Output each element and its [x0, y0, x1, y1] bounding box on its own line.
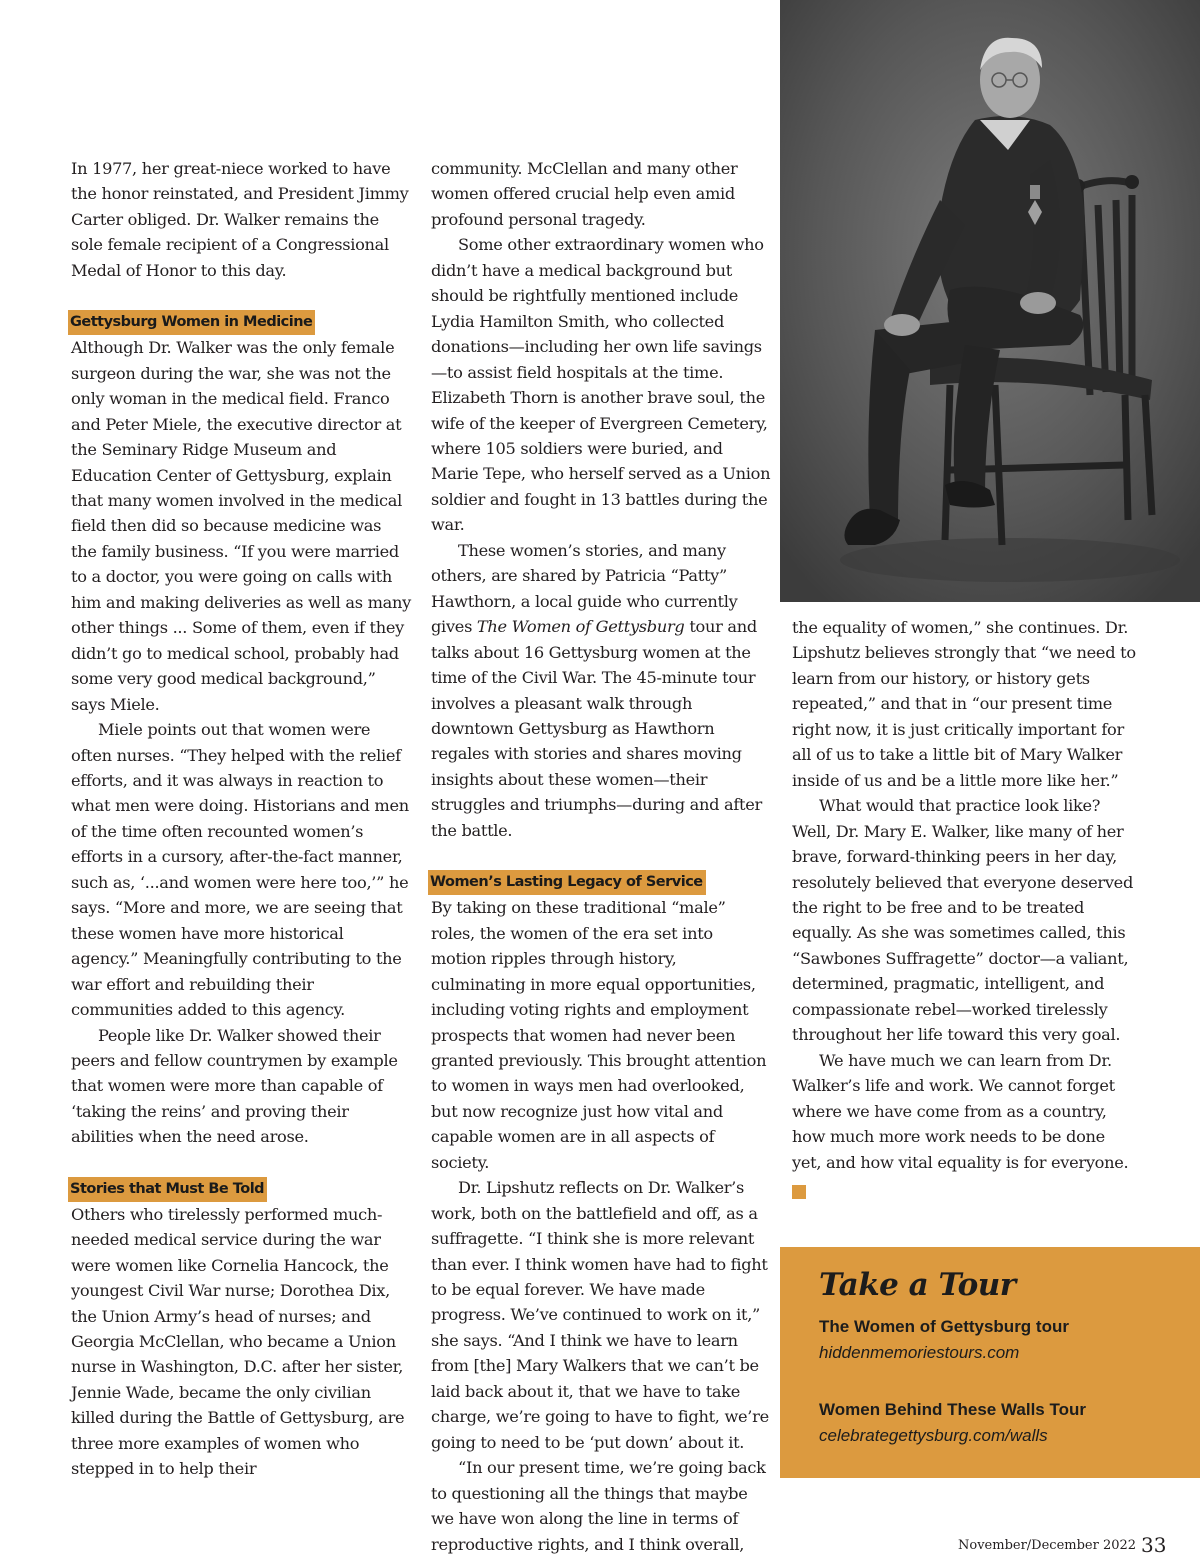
- section-heading: Gettysburg Women in Medicine: [68, 310, 315, 335]
- body-paragraph: “In our present time, we’re going back to questioning all the things that maybe we have won along the line in terms of reproductive rights, and I think overall,: [431, 1458, 766, 1554]
- body-text: We have much we can learn from Dr. Walker’s life and work. We cannot forget where we have come from as a country, how much more work needs to be done yet, and how vital equality is for everyone.: [792, 1050, 1129, 1172]
- body-paragraph: By taking on these traditional “male” roles, the women of the era set into motion ripples through history, culminating in more equal opportunities, including voting rights and employment prospects that women had never been granted previously. This brought attention to women in ways men had overlooked, but now recognize just how vital and capable women are in all aspects of society.: [431, 898, 767, 1172]
- article-column-1: [71, 156, 411, 1482]
- page-number: 33: [1141, 1533, 1167, 1557]
- issue-date: November/December 2022: [958, 1538, 1137, 1553]
- portrait-photo: [780, 0, 1200, 602]
- seated-figure-illustration: [780, 0, 1200, 602]
- section-heading: Stories that Must Be Told: [68, 1177, 267, 1202]
- tour-link[interactable]: celebrategettysburg.com/walls: [819, 1426, 1048, 1445]
- body-paragraph: In 1977, her great-niece worked to have the honor reinstated, and President Jimmy Carter obliged. Dr. Walker remains the sole female recipient of a Congressional Medal of Honor to this day.: [71, 159, 409, 280]
- body-paragraph: Dr. Lipshutz reflects on Dr. Walker’s work, both on the battlefield and off, as a suffragette. “I think she is more relevant than ever. I think women have had to fight to be equal forever. We have made progress. We’ve continued to work on it,” she says. “And I think we have to learn from [the] Mary Walkers that we can’t be laid back about it, that we have to take charge, we’re going to have to fight, we’re going to need to be ‘put down’ about it.: [431, 1178, 769, 1452]
- section-heading: Women’s Lasting Legacy of Service: [428, 870, 706, 895]
- sidebar-title: Take a Tour: [819, 1267, 1016, 1303]
- tour-name-italic: The Women of Gettysburg: [476, 617, 685, 637]
- tour-link[interactable]: hiddenmemoriestours.com: [819, 1343, 1020, 1362]
- tour-name: The Women of Gettysburg tour: [819, 1317, 1069, 1336]
- article-column-3: [792, 615, 1137, 1200]
- body-paragraph: Miele points out that women were often nurses. “They helped with the relief efforts, and it was always in reaction to what men were doing. Historians and men of the time often recounted women’s efforts in a cursory, after-the-fact manner, such as, ‘...and women were here too,’” he says. “More and more, we are seeing that these women have more historical agency.” Meaningfully contributing to the war effort and rebuilding their communities added to this agency.: [71, 720, 409, 1020]
- body-text: tour and talks about 16 Gettysburg women at the time of the Civil War. The 45-minute tour involves a pleasant walk through downtown Gettysburg as Hawthorn regales with stories and shares moving insights about these women—their struggles and triumphs—during and after the battle.: [431, 617, 762, 840]
- body-paragraph: Although Dr. Walker was the only female surgeon during the war, she was not the only woman in the medical field. Franco and Peter Miele, the executive director at the Seminary Ridge Museum and Education Center of Gettysburg, explain that many women involved in the medical field then did so because medicine was the family business. “If you were married to a doctor, you were going on calls with him and making deliveries as well as many other things ... Some of them, even if they didn’t go to medical school, probably had some very good medical background,” says Miele.: [71, 338, 411, 714]
- body-text: These women’s stories, and many others, are shared by Patricia “Patty” Hawthorn, a local guide who currently gives: [431, 540, 738, 637]
- take-a-tour-box: [780, 1247, 1200, 1478]
- body-paragraph: community. McClellan and many other women offered crucial help even amid profound personal tragedy.: [431, 159, 738, 229]
- body-paragraph: Some other extraordinary women who didn’t have a medical background but should be rightfully mentioned include Lydia Hamilton Smith, who collected donations—including her own life savings—to assist field hospitals at the time. Elizabeth Thorn is another brave soul, the wife of the keeper of Evergreen Cemetery, where 105 soldiers were buried, and Marie Tepe, who herself served as a Union soldier and fought in 13 battles during the war.: [431, 235, 771, 535]
- body-paragraph: the equality of women,” she continues. Dr. Lipshutz believes strongly that “we need to learn from our history, or history gets repeated,” and that in “our present time right now, it is just critically important for all of us to take a little bit of Mary Walker inside of us and be a little more like her.”: [792, 618, 1136, 790]
- body-paragraph: [792, 1048, 1137, 1201]
- body-paragraph: Others who tirelessly performed much-needed medical service during the war were women like Cornelia Hancock, the youngest Civil War nurse; Dorothea Dix, the Union Army’s head of nurses; and Georgia McClellan, who became a Union nurse in Washington, D.C. after her sister, Jennie Wade, became the only civilian killed during the Battle of Gettysburg, are three more examples of women who stepped in to help their: [71, 1204, 405, 1479]
- article-column-2: [431, 156, 771, 1557]
- body-paragraph: People like Dr. Walker showed their peers and fellow countrymen by example that women were more than capable of ‘taking the reins’ and proving their abilities when the need arose.: [71, 1025, 398, 1147]
- body-paragraph: [431, 538, 771, 843]
- body-paragraph: What would that practice look like? Well, Dr. Mary E. Walker, like many of her brave, forward-thinking peers in her day, resolutely believed that everyone deserved the right to be free and to be treated equally. As she was sometimes called, this “Sawbones Suffragette” doctor—a valiant, determined, pragmatic, intelligent, and compassionate rebel—worked tirelessly throughout her life toward this very goal.: [792, 796, 1134, 1045]
- end-mark-icon: G: [792, 1185, 806, 1199]
- tour-name: Women Behind These Walls Tour: [819, 1400, 1086, 1419]
